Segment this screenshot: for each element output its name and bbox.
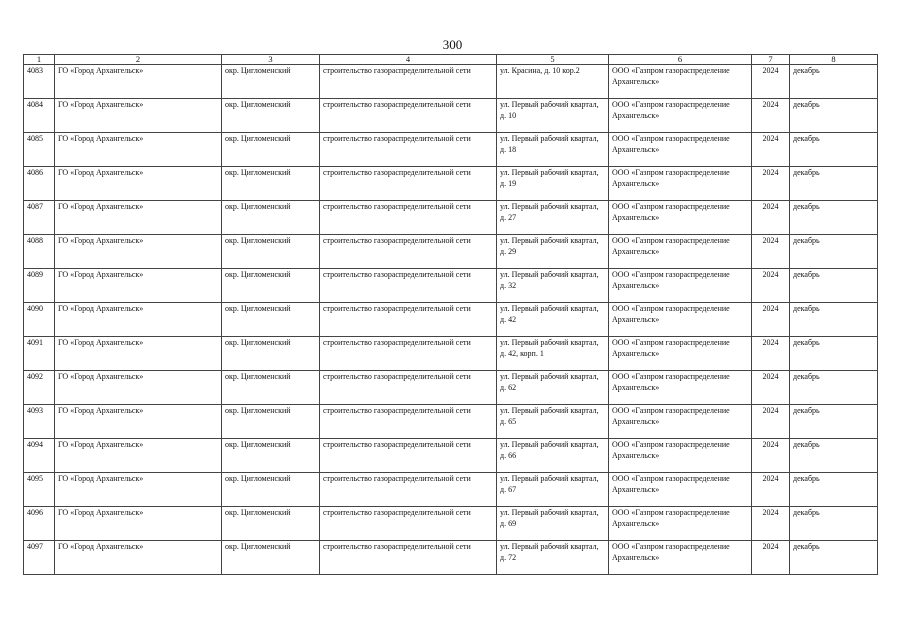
- cell-year: 2024: [752, 303, 790, 337]
- cell-organization: ООО «Газпром газораспределение Архангельск»: [609, 235, 752, 269]
- cell-municipality: ГО «Город Архангельск»: [55, 269, 222, 303]
- cell-district: окр. Цигломенский: [222, 405, 320, 439]
- cell-district: окр. Цигломенский: [222, 541, 320, 575]
- cell-address: ул. Первый рабочий квартал, д. 27: [497, 201, 609, 235]
- cell-address: ул. Красина, д. 10 кор.2: [497, 65, 609, 99]
- cell-year: 2024: [752, 371, 790, 405]
- cell-year: 2024: [752, 269, 790, 303]
- cell-year: 2024: [752, 167, 790, 201]
- column-header: 7: [752, 55, 790, 65]
- cell-municipality: ГО «Город Архангельск»: [55, 201, 222, 235]
- cell-district: окр. Цигломенский: [222, 167, 320, 201]
- cell-work-type: строительство газораспределительной сети: [320, 99, 497, 133]
- cell-number: 4087: [24, 201, 55, 235]
- table-row: [24, 473, 878, 507]
- column-header: 4: [320, 55, 497, 65]
- cell-district: окр. Цигломенский: [222, 99, 320, 133]
- cell-work-type: строительство газораспределительной сети: [320, 337, 497, 371]
- cell-work-type: строительство газораспределительной сети: [320, 201, 497, 235]
- cell-district: окр. Цигломенский: [222, 133, 320, 167]
- cell-year: 2024: [752, 473, 790, 507]
- cell-municipality: ГО «Город Архангельск»: [55, 235, 222, 269]
- cell-work-type: строительство газораспределительной сети: [320, 167, 497, 201]
- cell-work-type: строительство газораспределительной сети: [320, 439, 497, 473]
- cell-municipality: ГО «Город Архангельск»: [55, 133, 222, 167]
- cell-month: декабрь: [790, 541, 878, 575]
- cell-address: ул. Первый рабочий квартал, д. 69: [497, 507, 609, 541]
- cell-address: ул. Первый рабочий квартал, д. 18: [497, 133, 609, 167]
- cell-number: 4086: [24, 167, 55, 201]
- table-row: [24, 507, 878, 541]
- cell-work-type: строительство газораспределительной сети: [320, 541, 497, 575]
- cell-address: ул. Первый рабочий квартал, д. 42: [497, 303, 609, 337]
- table-row: [24, 133, 878, 167]
- cell-number: 4091: [24, 337, 55, 371]
- cell-year: 2024: [752, 337, 790, 371]
- page-number: 300: [442, 37, 463, 52]
- cell-number: 4096: [24, 507, 55, 541]
- cell-address: ул. Первый рабочий квартал, д. 62: [497, 371, 609, 405]
- cell-month: декабрь: [790, 65, 878, 99]
- cell-year: 2024: [752, 507, 790, 541]
- cell-number: 4083: [24, 65, 55, 99]
- cell-district: окр. Цигломенский: [222, 65, 320, 99]
- cell-number: 4097: [24, 541, 55, 575]
- cell-year: 2024: [752, 235, 790, 269]
- cell-municipality: ГО «Город Архангельск»: [55, 507, 222, 541]
- cell-municipality: ГО «Город Архангельск»: [55, 65, 222, 99]
- cell-organization: ООО «Газпром газораспределение Архангельск»: [609, 65, 752, 99]
- cell-year: 2024: [752, 133, 790, 167]
- cell-district: окр. Цигломенский: [222, 201, 320, 235]
- cell-organization: ООО «Газпром газораспределение Архангельск»: [609, 439, 752, 473]
- table-row: [24, 405, 878, 439]
- table-row: [24, 371, 878, 405]
- cell-work-type: строительство газораспределительной сети: [320, 235, 497, 269]
- column-header: 5: [497, 55, 609, 65]
- cell-number: 4092: [24, 371, 55, 405]
- cell-month: декабрь: [790, 99, 878, 133]
- cell-work-type: строительство газораспределительной сети: [320, 507, 497, 541]
- cell-month: декабрь: [790, 439, 878, 473]
- cell-number: 4090: [24, 303, 55, 337]
- registry-table: [23, 54, 878, 575]
- cell-organization: ООО «Газпром газораспределение Архангельск»: [609, 167, 752, 201]
- cell-organization: ООО «Газпром газораспределение Архангельск»: [609, 473, 752, 507]
- cell-month: декабрь: [790, 235, 878, 269]
- cell-municipality: ГО «Город Архангельск»: [55, 473, 222, 507]
- cell-address: ул. Первый рабочий квартал, д. 32: [497, 269, 609, 303]
- cell-address: ул. Первый рабочий квартал, д. 19: [497, 167, 609, 201]
- cell-organization: ООО «Газпром газораспределение Архангельск»: [609, 507, 752, 541]
- cell-year: 2024: [752, 201, 790, 235]
- cell-work-type: строительство газораспределительной сети: [320, 473, 497, 507]
- cell-address: ул. Первый рабочий квартал, д. 72: [497, 541, 609, 575]
- cell-year: 2024: [752, 405, 790, 439]
- cell-number: 4089: [24, 269, 55, 303]
- cell-address: ул. Первый рабочий квартал, д. 66: [497, 439, 609, 473]
- cell-month: декабрь: [790, 133, 878, 167]
- cell-municipality: ГО «Город Архангельск»: [55, 99, 222, 133]
- cell-municipality: ГО «Город Архангельск»: [55, 371, 222, 405]
- cell-number: 4095: [24, 473, 55, 507]
- cell-municipality: ГО «Город Архангельск»: [55, 439, 222, 473]
- table-body: [24, 65, 878, 575]
- cell-number: 4085: [24, 133, 55, 167]
- table-row: [24, 337, 878, 371]
- cell-month: декабрь: [790, 371, 878, 405]
- cell-month: декабрь: [790, 303, 878, 337]
- cell-organization: ООО «Газпром газораспределение Архангельск»: [609, 201, 752, 235]
- cell-number: 4094: [24, 439, 55, 473]
- cell-municipality: ГО «Город Архангельск»: [55, 337, 222, 371]
- header-row: [24, 55, 878, 65]
- column-header: 3: [222, 55, 320, 65]
- cell-organization: ООО «Газпром газораспределение Архангельск»: [609, 371, 752, 405]
- cell-organization: ООО «Газпром газораспределение Архангельск»: [609, 303, 752, 337]
- table-row: [24, 99, 878, 133]
- cell-work-type: строительство газораспределительной сети: [320, 269, 497, 303]
- cell-number: 4084: [24, 99, 55, 133]
- cell-address: ул. Первый рабочий квартал, д. 10: [497, 99, 609, 133]
- cell-district: окр. Цигломенский: [222, 473, 320, 507]
- cell-work-type: строительство газораспределительной сети: [320, 371, 497, 405]
- cell-work-type: строительство газораспределительной сети: [320, 303, 497, 337]
- cell-month: декабрь: [790, 473, 878, 507]
- cell-year: 2024: [752, 65, 790, 99]
- cell-district: окр. Цигломенский: [222, 235, 320, 269]
- cell-month: декабрь: [790, 507, 878, 541]
- cell-year: 2024: [752, 99, 790, 133]
- cell-address: ул. Первый рабочий квартал, д. 65: [497, 405, 609, 439]
- table-row: [24, 201, 878, 235]
- cell-number: 4093: [24, 405, 55, 439]
- cell-district: окр. Цигломенский: [222, 337, 320, 371]
- column-header: 8: [790, 55, 878, 65]
- table-row: [24, 269, 878, 303]
- table-row: [24, 439, 878, 473]
- cell-address: ул. Первый рабочий квартал, д. 67: [497, 473, 609, 507]
- table-row: [24, 541, 878, 575]
- column-header: 1: [24, 55, 55, 65]
- cell-district: окр. Цигломенский: [222, 507, 320, 541]
- cell-municipality: ГО «Город Архангельск»: [55, 405, 222, 439]
- cell-organization: ООО «Газпром газораспределение Архангельск»: [609, 133, 752, 167]
- table-row: [24, 235, 878, 269]
- cell-work-type: строительство газораспределительной сети: [320, 405, 497, 439]
- cell-district: окр. Цигломенский: [222, 439, 320, 473]
- table-row: [24, 303, 878, 337]
- cell-month: декабрь: [790, 269, 878, 303]
- cell-municipality: ГО «Город Архангельск»: [55, 303, 222, 337]
- column-header: 2: [55, 55, 222, 65]
- table-row: [24, 167, 878, 201]
- cell-month: декабрь: [790, 167, 878, 201]
- cell-organization: ООО «Газпром газораспределение Архангельск»: [609, 405, 752, 439]
- cell-work-type: строительство газораспределительной сети: [320, 133, 497, 167]
- cell-organization: ООО «Газпром газораспределение Архангельск»: [609, 541, 752, 575]
- cell-organization: ООО «Газпром газораспределение Архангельск»: [609, 337, 752, 371]
- cell-district: окр. Цигломенский: [222, 303, 320, 337]
- cell-district: окр. Цигломенский: [222, 269, 320, 303]
- cell-organization: ООО «Газпром газораспределение Архангельск»: [609, 99, 752, 133]
- cell-address: ул. Первый рабочий квартал, д. 42, корп. 1: [497, 337, 609, 371]
- cell-year: 2024: [752, 439, 790, 473]
- column-header: 6: [609, 55, 752, 65]
- cell-municipality: ГО «Город Архангельск»: [55, 541, 222, 575]
- cell-month: декабрь: [790, 201, 878, 235]
- cell-municipality: ГО «Город Архангельск»: [55, 167, 222, 201]
- cell-work-type: строительство газораспределительной сети: [320, 65, 497, 99]
- cell-year: 2024: [752, 541, 790, 575]
- cell-organization: ООО «Газпром газораспределение Архангельск»: [609, 269, 752, 303]
- cell-month: декабрь: [790, 337, 878, 371]
- cell-number: 4088: [24, 235, 55, 269]
- table-row: [24, 65, 878, 99]
- cell-address: ул. Первый рабочий квартал, д. 29: [497, 235, 609, 269]
- cell-district: окр. Цигломенский: [222, 371, 320, 405]
- cell-month: декабрь: [790, 405, 878, 439]
